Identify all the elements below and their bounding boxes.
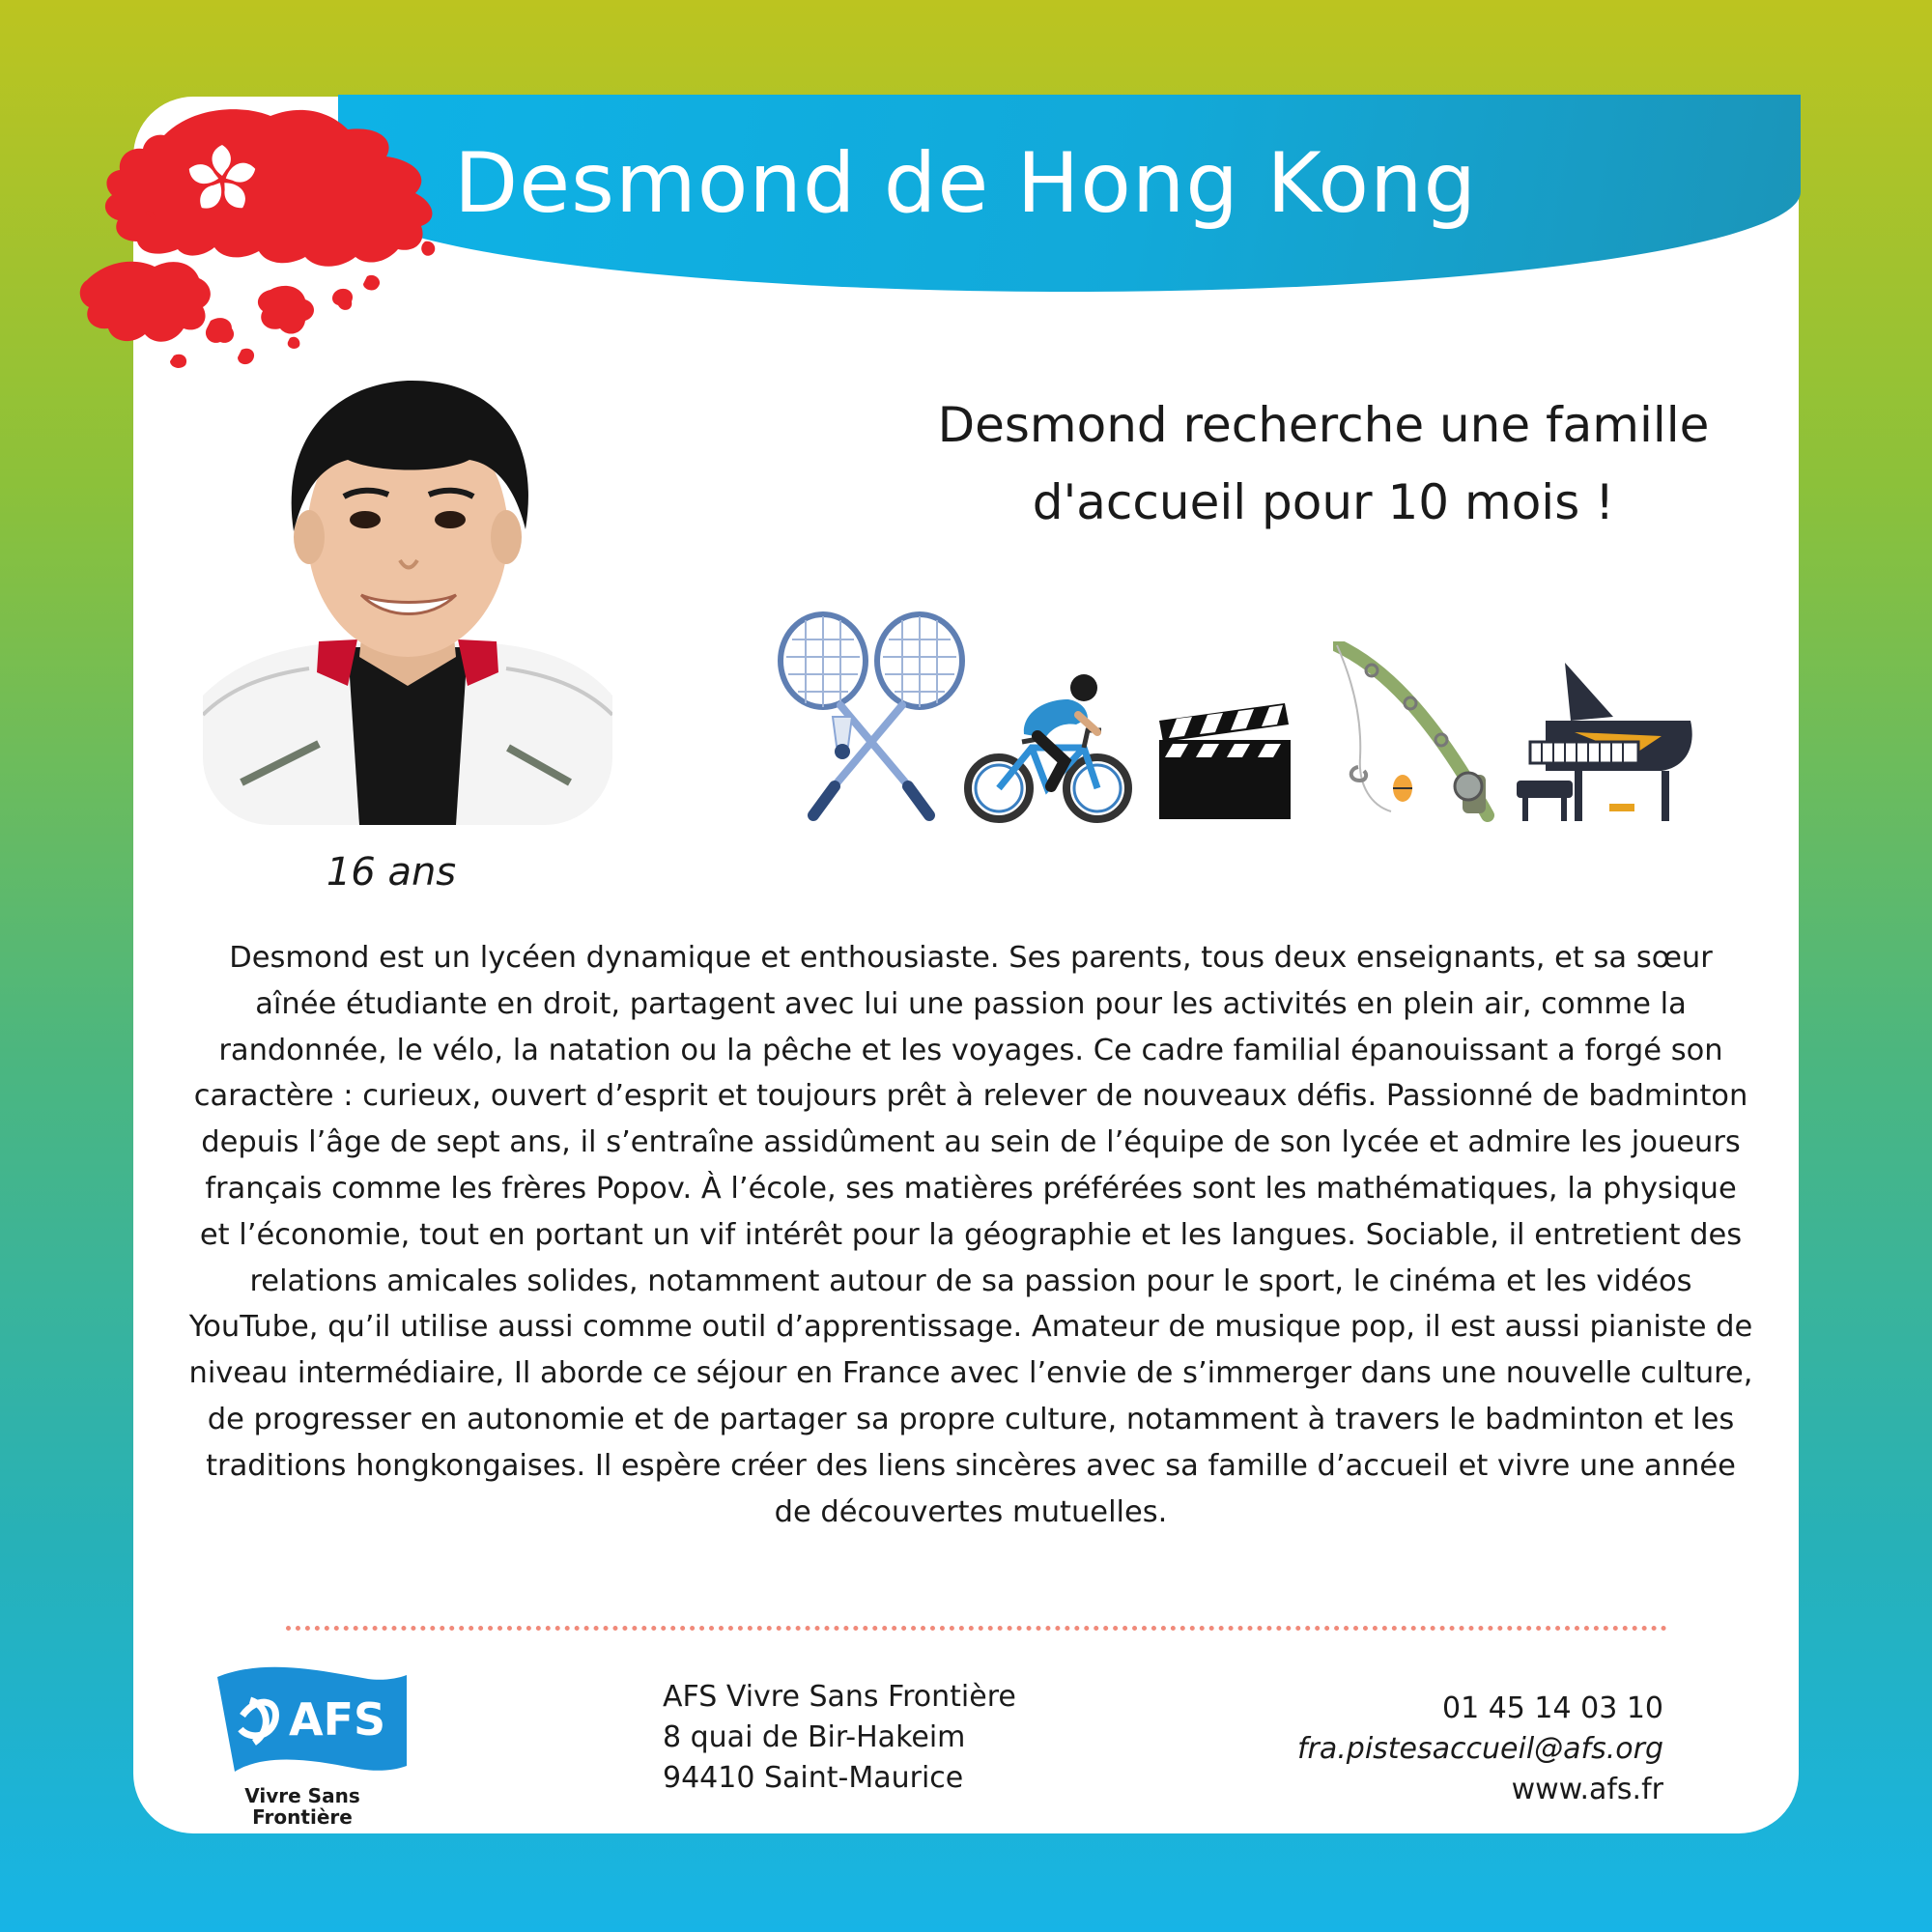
address-city: 94410 Saint-Maurice <box>663 1761 964 1795</box>
dotted-divider <box>286 1626 1667 1631</box>
afs-logo-sub2: Frontière <box>252 1805 353 1829</box>
address-org: AFS Vivre Sans Frontière <box>663 1680 1016 1714</box>
portrait-illustration <box>203 367 612 825</box>
contact-info <box>1246 1689 1663 1810</box>
headline <box>763 386 1884 541</box>
badminton-icon <box>773 611 970 825</box>
bio-paragraph: Desmond est un lycéen dynamique et enthousiaste. Ses parents, tous deux enseignants, et sa sœur aînée étudiante en droit, partagent avec lui une passion pour les activités en plein air, comme la randonnée, le vélo, la natation ou la pêche et les voyages. Ce cadre familial épanouissant a forgé son caractère : curieux, ouvert d’esprit et toujours prêt à relever de nouveaux défis. Passionné de badminton depuis l’âge de sept ans, il s’entraîne assidûment au sein de l’équipe de son lycée et admire les joueurs français comme les frères Popov. À l’école, ses matières préférées sont les mathématiques, la physique et l’économie, tout en portant un vif intérêt pour la géographie et les langues. Sociable, il entretient des relations amicales solides, notamment autour de sa passion pour le sport, le cinéma et les vidéos YouTube, qu’il utilise aussi comme outil d’apprentissage. Amateur de musique pop, il est aussi pianiste de niveau intermédiaire, Il aborde ce séjour en France avec l’envie de s’immerger dans une nouvelle culture, de progresser en autonomie et de partager sa propre culture, notamment à travers le badminton et les traditions hongkongaises. Il espère créer des liens sincères avec sa famille d’accueil et vivre une année de découvertes mutuelles. <box>188 941 1753 1529</box>
contact-email[interactable]: fra.pistesaccueil@afs.org <box>1296 1732 1663 1766</box>
headline-line-2: d'accueil pour 10 mois ! <box>1032 474 1615 530</box>
afs-logo <box>208 1660 420 1853</box>
fishing-rod-icon <box>1333 641 1499 825</box>
contact-website[interactable]: www.afs.fr <box>1511 1773 1663 1806</box>
clapperboard-icon <box>1159 703 1291 819</box>
contact-phone[interactable]: 01 45 14 03 10 <box>1441 1691 1663 1725</box>
address-street: 8 quai de Bir-Hakeim <box>663 1720 966 1754</box>
page-title: Desmond de Hong Kong <box>454 135 1478 232</box>
cycling-icon <box>964 667 1132 827</box>
afs-logo-sub1: Vivre Sans <box>244 1784 360 1807</box>
postal-address <box>663 1677 1016 1799</box>
headline-line-1: Desmond recherche une famille <box>937 397 1710 453</box>
age-label: 16 ans <box>326 850 457 895</box>
profile-photo <box>203 367 612 825</box>
piano-icon <box>1517 659 1696 825</box>
afs-logo-text: AFS <box>289 1693 386 1746</box>
hong-kong-map-icon <box>48 97 464 377</box>
